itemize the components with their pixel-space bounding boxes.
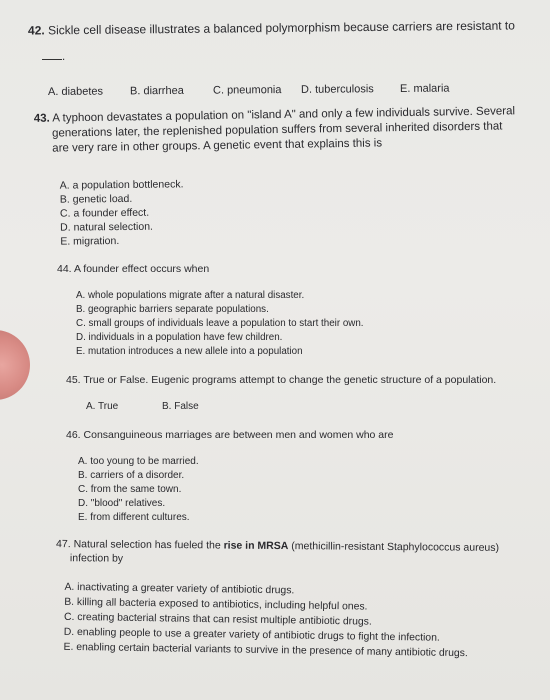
answer-blank: [42, 59, 62, 60]
question-43-options: [60, 177, 184, 248]
question-45: [66, 373, 496, 388]
option-a: A. too young to be married.: [78, 456, 199, 467]
question-text: Consanguineous marriages are between men and women who are: [83, 429, 394, 441]
question-47-options: [63, 580, 468, 661]
option-a: A. True: [86, 401, 119, 412]
question-46-options: [78, 455, 199, 525]
option-d: D. enabling people to use a greater variety of antibiotic drugs to fight the infection.: [63, 626, 440, 644]
option-e: E. enabling certain bacterial variants to survive in the presence of many antibiotic drugs.: [63, 641, 468, 660]
question-number: 42.: [27, 23, 45, 38]
question-number: 46.: [66, 429, 81, 441]
question-42: [28, 18, 515, 38]
option-d: D. "blood" relatives.: [78, 498, 166, 509]
option-e: E. migration.: [60, 235, 120, 248]
blank-period: .: [62, 51, 66, 63]
question-line-1: A typhoon devastates a population on "island A" and only a few individuals survive. Several: [52, 105, 516, 125]
question-text: True or False. Eugenic programs attempt to change the genetic structure of a population.: [83, 374, 497, 386]
option-e: E. mutation introduces a new allele into a population: [76, 346, 303, 357]
option-b: B. diarrhea: [129, 84, 184, 98]
option-c: C. small groups of individuals leave a population to start their own.: [76, 318, 364, 329]
option-c: C. pneumonia: [212, 84, 282, 97]
question-number: 44.: [57, 263, 72, 275]
question-text-pre: Natural selection has fueled the: [73, 538, 221, 552]
question-42-blank: [42, 50, 65, 65]
option-b: B. geographic barriers separate populations.: [76, 304, 269, 315]
question-text: Sickle cell disease illustrates a balanced polymorphism because carriers are resistant to: [47, 18, 515, 38]
option-b: B. carriers of a disorder.: [78, 470, 185, 481]
option-a: A. a population bottleneck.: [59, 178, 184, 192]
option-d: D. tuberculosis: [300, 83, 374, 96]
question-43: [34, 104, 525, 157]
option-b: B. False: [162, 401, 199, 412]
question-number: 43.: [33, 112, 50, 125]
question-text-bold: rise in MRSA: [223, 539, 289, 553]
question-number: 45.: [66, 374, 81, 386]
option-c: C. from the same town.: [78, 484, 182, 495]
question-number: 47.: [56, 538, 71, 551]
option-c: C. a founder effect.: [59, 206, 150, 220]
question-46: [66, 428, 393, 443]
question-line-3: are very rare in other groups. A genetic event that explains this is: [52, 137, 383, 155]
option-e: E. from different cultures.: [78, 512, 190, 523]
question-44: [57, 262, 209, 277]
question-42-options: [48, 82, 518, 102]
question-line-2: generations later, the replenished population suffers from several inherited disorders that: [51, 120, 503, 140]
option-b: B. killing all bacteria exposed to antibiotics, including helpful ones.: [64, 596, 368, 613]
thumb-photo-edge: [0, 330, 30, 400]
option-d: D. natural selection.: [60, 220, 154, 234]
option-a: A. diabetes: [47, 85, 104, 99]
option-a: A. whole populations migrate after a natural disaster.: [76, 290, 305, 301]
option-c: C. creating bacterial strains that can resist multiple antibiotic drugs.: [63, 611, 372, 628]
option-e: E. malaria: [399, 82, 450, 95]
question-44-options: [76, 289, 364, 359]
question-text: A founder effect occurs when: [73, 263, 210, 275]
question-47: [56, 537, 499, 569]
question-line-2: infection by: [69, 552, 124, 565]
question-text-post: (methicillin-resistant Staphylococcus aureus): [291, 540, 500, 554]
option-b: B. genetic load.: [59, 192, 133, 206]
option-a: A. inactivating a greater variety of antibiotic drugs.: [64, 581, 295, 597]
option-d: D. individuals in a population have few children.: [76, 332, 283, 343]
question-45-options: [86, 401, 286, 415]
